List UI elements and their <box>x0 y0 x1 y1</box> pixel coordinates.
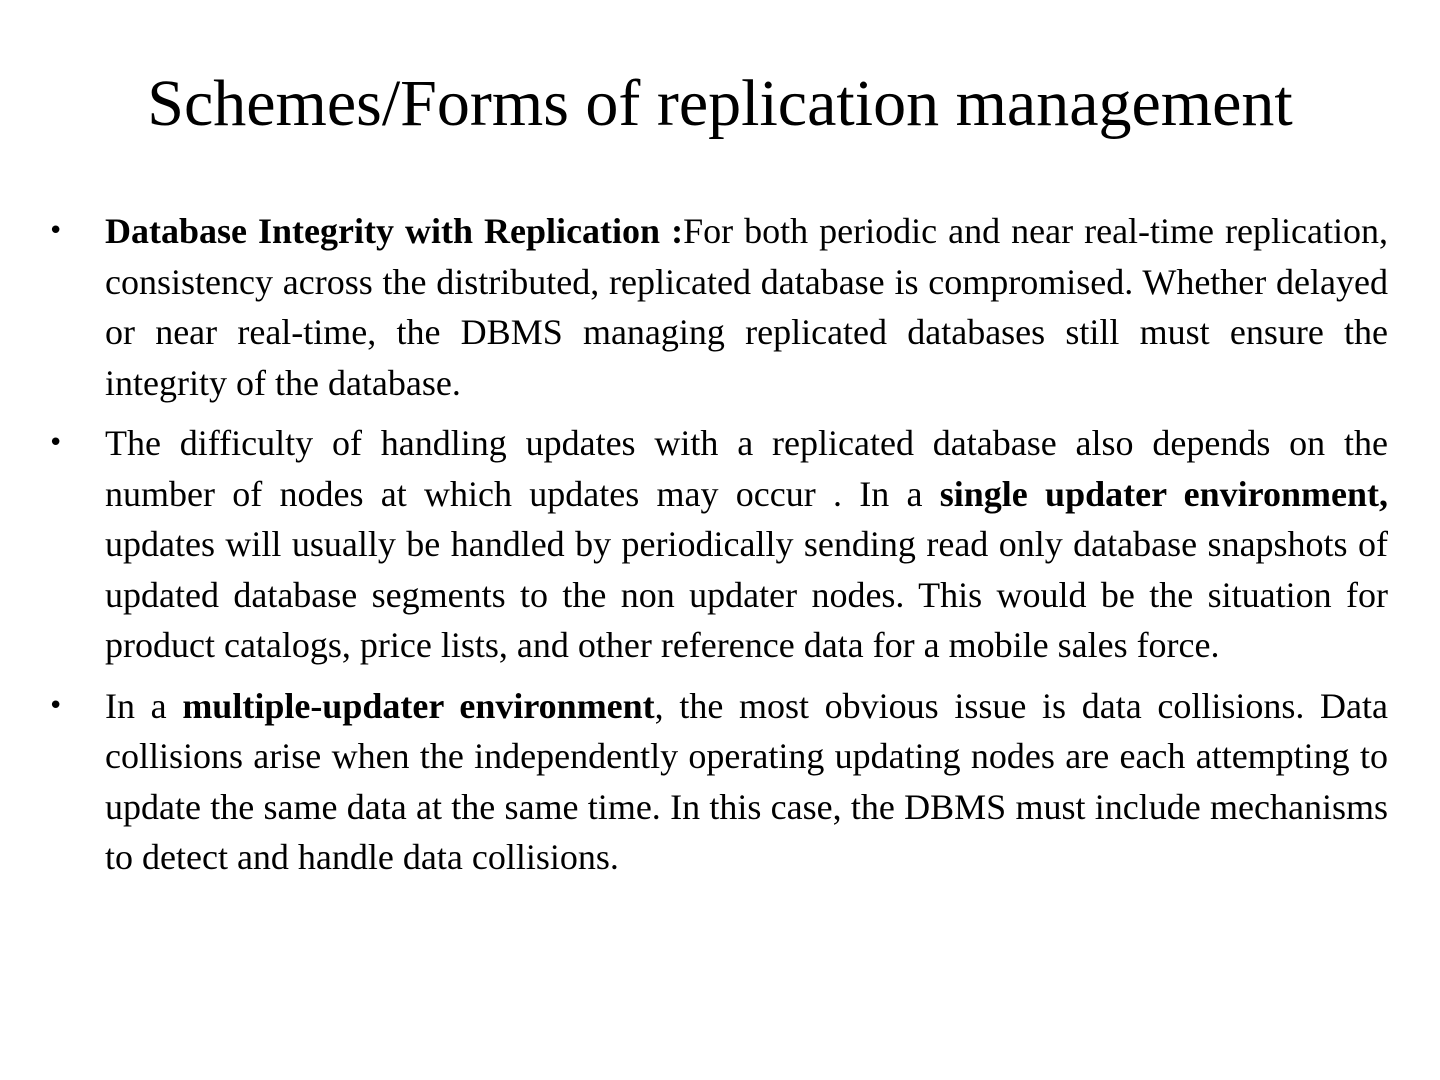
bullet-icon: • <box>48 428 64 458</box>
paragraph-text: The difficulty of handling updates with a replicated database also depends on the number of nodes at which updates may occur . In a <box>105 423 1388 514</box>
paragraph-text: For both periodic and near real-time replication, consistency across the distributed, replicated database is compromised. Whether delayed or near real-time, the DBMS managing replicated databases still must ensure the integrity of the database. <box>105 211 1388 403</box>
paragraph-text: In a <box>105 685 183 726</box>
bullet-icon: • <box>48 216 64 246</box>
bullet-item-integrity <box>0 206 1440 408</box>
bullet-item-single-updater <box>0 418 1440 671</box>
bold-lead: Database Integrity with Replication : <box>105 211 684 251</box>
bullet-paragraph <box>105 206 1388 408</box>
bullet-item-multiple-updater <box>0 681 1440 883</box>
bullet-icon: • <box>48 690 64 721</box>
paragraph-text: , the most obvious issue is data collisions. Data collisions arise when the independently operating updating nodes are each attempting to update the same data at the same time. In this case, the DBMS must include mechanisms to detect and handle data collisions. <box>105 685 1388 877</box>
paragraph-text: updates will usually be handled by periodically sending read only database snapshots of updated database segments to the non updater nodes. This would be the situation for product catalogs, price lists, and other reference data for a mobile sales force. <box>105 524 1388 665</box>
bullet-paragraph <box>105 418 1388 671</box>
slide-title: Schemes/Forms of replication management <box>147 67 1293 140</box>
bullet-list <box>0 206 1440 893</box>
bullet-paragraph <box>105 681 1388 883</box>
bold-term: multiple-updater environment <box>182 685 655 726</box>
bold-term: single updater environment, <box>939 473 1389 514</box>
